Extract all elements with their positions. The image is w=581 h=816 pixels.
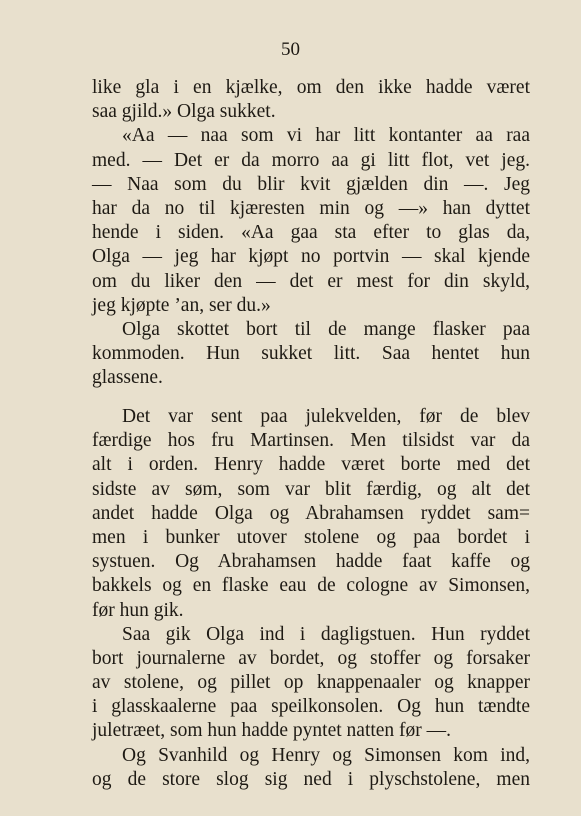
text-line: og de store slog sig ned i plyschstolene, men: [92, 768, 530, 790]
text-line: alt i orden. Henry hadde været borte med det: [92, 454, 530, 476]
text-line: systuen. Og Abrahamsen hadde faat kaffe og: [92, 551, 530, 573]
text-line: Og Svanhild og Henry og Simonsen kom ind,: [122, 744, 530, 766]
text-block-1: [92, 76, 530, 390]
text-line: jeg kjøpte ’an, ser du.»: [92, 294, 271, 316]
text-line: sidste av søm, som var blit færdig, og alt det: [92, 478, 530, 500]
text-line: saa gjild.» Olga sukket.: [92, 101, 276, 123]
text-line: like gla i en kjælke, om den ikke hadde været: [92, 77, 530, 98]
text-line: om du liker den — det er mest for din skyld,: [92, 270, 530, 292]
text-line: hende i siden. «Aa gaa sta efter to glas da,: [92, 222, 530, 244]
text-line: har da no til kjæresten min og —» han dyttet: [92, 197, 530, 219]
text-line: med. — Det er da morro aa gi litt flot, vet jeg.: [92, 149, 530, 171]
text-block-2: [92, 405, 530, 792]
text-line: «Aa — naa som vi har litt kontanter aa raa: [122, 125, 530, 147]
text-line: — Naa som du blir kvit gjælden din —. Jeg: [92, 173, 530, 195]
text-line: av stolene, og pillet op knappenaaler og knapper: [92, 672, 530, 694]
text-line: bakkels og en flaske eau de cologne av Simonsen,: [92, 575, 530, 597]
text-line: glassene.: [92, 367, 163, 389]
text-line: Saa gik Olga ind i dagligstuen. Hun ryddet: [122, 623, 530, 645]
text-line: Olga — jeg har kjøpt no portvin — skal kjende: [92, 246, 530, 268]
text-line: juletræet, som hun hadde pyntet natten før —.: [92, 720, 452, 742]
text-line: før hun gik.: [92, 599, 184, 621]
text-line: Olga skottet bort til de mange flasker paa: [122, 318, 530, 340]
text-line: kommoden. Hun sukket litt. Saa hentet hun: [92, 343, 530, 365]
text-line: i glasskaalerne paa speilkonsolen. Og hun tændte: [92, 696, 530, 718]
text-line: andet hadde Olga og Abrahamsen ryddet sam=: [92, 502, 530, 524]
page-number: 50: [281, 39, 300, 60]
text-line: Det var sent paa julekvelden, før de blev: [122, 406, 530, 427]
text-line: bort journalerne av bordet, og stoffer og forsaker: [92, 647, 530, 669]
text-line: færdige hos fru Martinsen. Men tilsidst var da: [92, 430, 530, 452]
text-line: men i bunker utover stolene og paa bordet i: [92, 526, 530, 548]
